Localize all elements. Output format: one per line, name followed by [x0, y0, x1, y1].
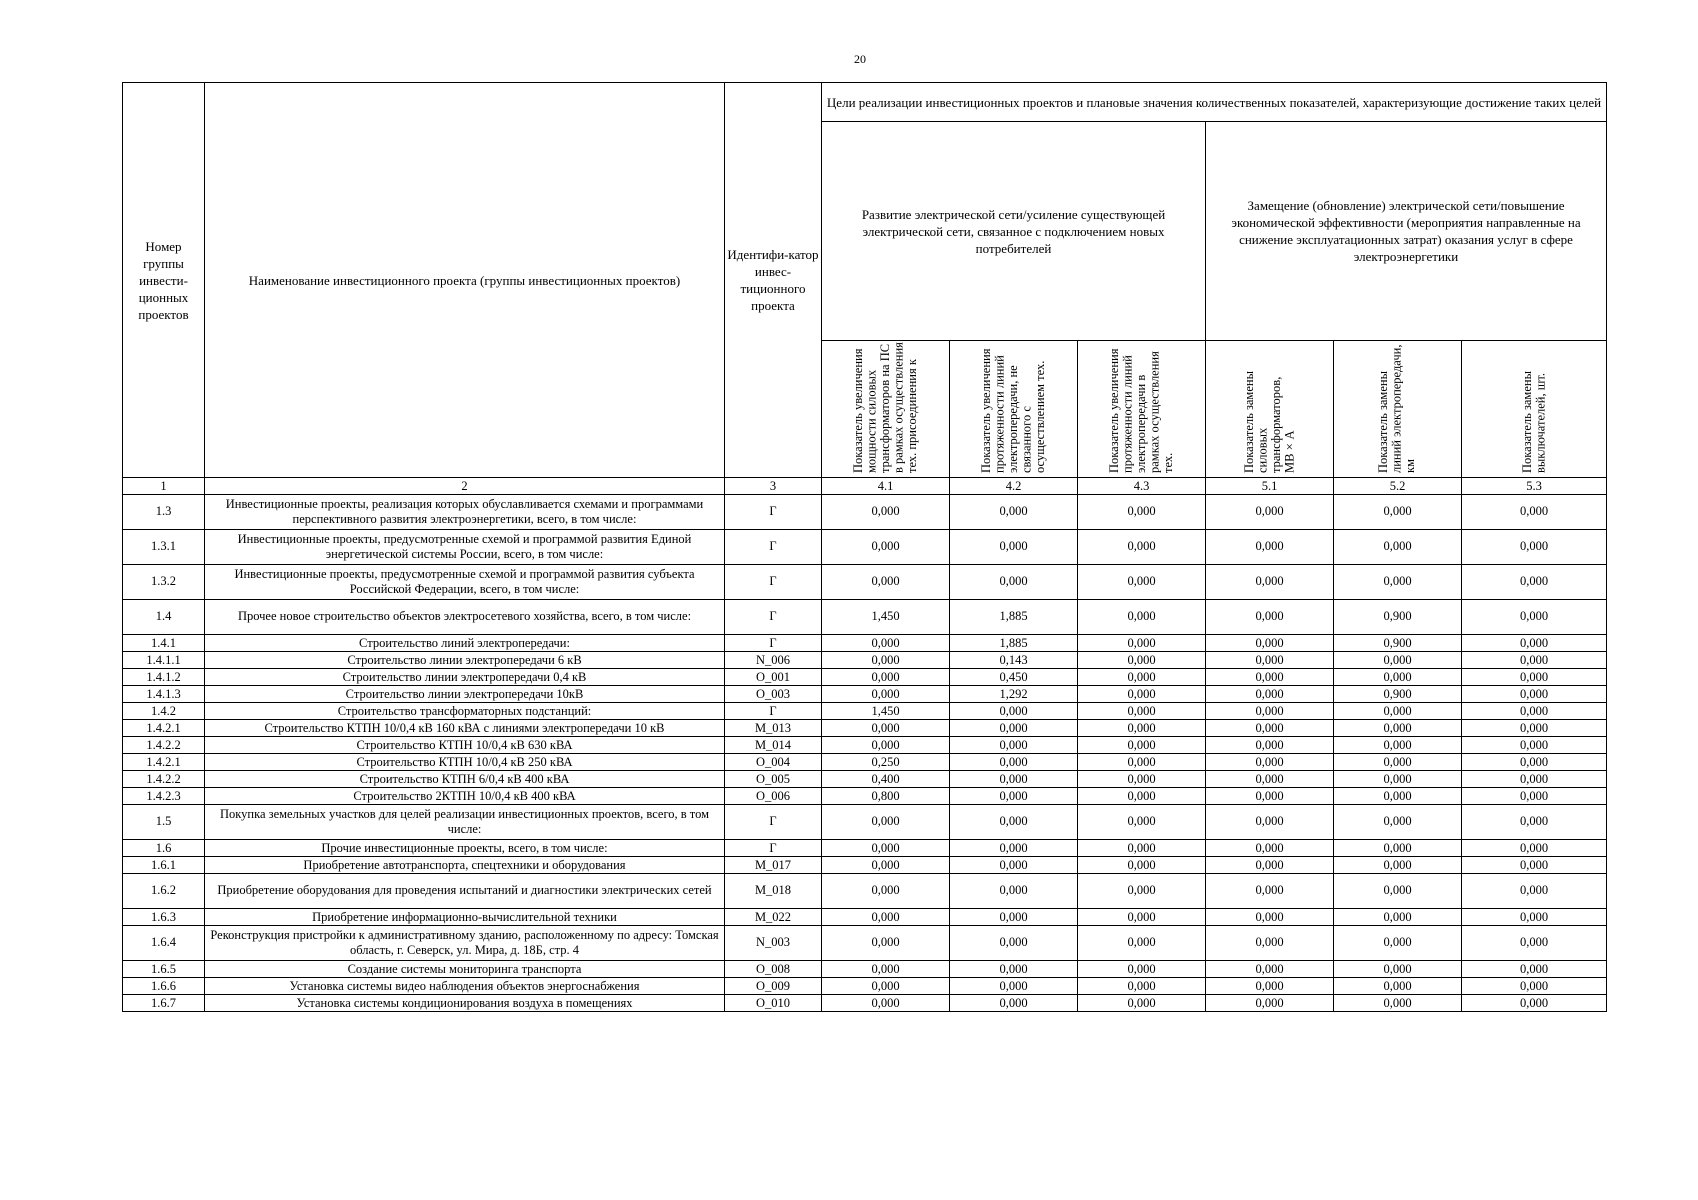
row-indicator-value: 0,000 [1206, 737, 1334, 754]
row-group-number: 1.4.2.2 [123, 771, 205, 788]
row-project-id: Г [725, 805, 822, 840]
row-indicator-value: 1,450 [822, 600, 950, 635]
row-indicator-value: 0,000 [1206, 978, 1334, 995]
row-indicator-value: 0,000 [1078, 495, 1206, 530]
row-indicator-value: 0,000 [950, 703, 1078, 720]
row-indicator-value: 0,000 [1078, 961, 1206, 978]
row-project-name: Строительство трансформаторных подстанций: [205, 703, 725, 720]
row-indicator-value: 0,143 [950, 652, 1078, 669]
row-group-number: 1.4.1.2 [123, 669, 205, 686]
row-group-number: 1.6 [123, 840, 205, 857]
row-project-name: Строительство линии электропередачи 0,4 кВ [205, 669, 725, 686]
table-row [123, 600, 1607, 635]
table-row [123, 874, 1607, 909]
row-project-id: O_010 [725, 995, 822, 1012]
row-indicator-value: 0,000 [1462, 652, 1607, 669]
row-indicator-value: 0,000 [1462, 600, 1607, 635]
table-row [123, 961, 1607, 978]
row-project-id: M_013 [725, 720, 822, 737]
table-row [123, 737, 1607, 754]
row-indicator-value: 0,000 [950, 926, 1078, 961]
row-indicator-value: 0,000 [950, 909, 1078, 926]
row-indicator-value: 0,000 [950, 805, 1078, 840]
row-indicator-value: 0,000 [1462, 771, 1607, 788]
row-indicator-value: 1,292 [950, 686, 1078, 703]
row-indicator-value: 0,000 [1334, 874, 1462, 909]
row-group-number: 1.4.2.1 [123, 754, 205, 771]
row-project-id: N_003 [725, 926, 822, 961]
row-project-name: Строительство КТПН 10/0,4 кВ 250 кВА [205, 754, 725, 771]
header-group-number: Номер группы инвести-ционных проектов [123, 83, 205, 478]
row-indicator-value: 0,000 [1334, 565, 1462, 600]
row-indicator-value: 0,000 [1078, 926, 1206, 961]
row-indicator-value: 0,000 [1334, 805, 1462, 840]
row-group-number: 1.4.2.1 [123, 720, 205, 737]
header-project-id: Идентифи-катор инвес-тиционного проекта [725, 83, 822, 478]
row-indicator-value: 0,900 [1334, 600, 1462, 635]
row-indicator-value: 0,000 [1078, 737, 1206, 754]
row-indicator-value: 0,000 [950, 874, 1078, 909]
row-indicator-value: 0,000 [1334, 754, 1462, 771]
row-project-id: M_014 [725, 737, 822, 754]
row-indicator-value: 0,000 [1334, 669, 1462, 686]
row-project-id: M_018 [725, 874, 822, 909]
row-indicator-value: 0,000 [1462, 565, 1607, 600]
row-indicator-value: 0,000 [1462, 669, 1607, 686]
row-indicator-value: 0,000 [1462, 857, 1607, 874]
row-indicator-value: 0,000 [1078, 788, 1206, 805]
table-row [123, 669, 1607, 686]
row-indicator-value: 0,000 [822, 961, 950, 978]
header-col-4-2-text: Показатель увеличения протяженности линий электропередачи, не связанного с осуществлением тех. [978, 348, 1047, 473]
table-row [123, 565, 1607, 600]
header-group-replacement: Замещение (обновление) электрической сети/повышение экономической эффективности (мероприятия направленные на снижение эксплуатационных затрат) оказания услуг в сфере электроэнергетики [1206, 122, 1607, 341]
row-indicator-value: 0,000 [1206, 495, 1334, 530]
row-indicator-value: 0,000 [950, 961, 1078, 978]
row-project-name: Покупка земельных участков для целей реализации инвестиционных проектов, всего, в том числе: [205, 805, 725, 840]
row-project-id: O_006 [725, 788, 822, 805]
row-indicator-value: 0,000 [1206, 857, 1334, 874]
row-project-name: Инвестиционные проекты, реализация которых обуславливается схемами и программами перспективного развития электроэнергетики, всего, в том числе: [205, 495, 725, 530]
row-indicator-value: 0,000 [950, 995, 1078, 1012]
row-indicator-value: 0,000 [1462, 805, 1607, 840]
row-project-name: Реконструкция пристройки к административному зданию, расположенному по адресу: Томская область, г. Северск, ул. Мира, д. 18Б, стр. 4 [205, 926, 725, 961]
row-group-number: 1.4.2.3 [123, 788, 205, 805]
column-number-row [123, 478, 1607, 495]
row-project-name: Строительство линии электроперeдачи 10кВ [205, 686, 725, 703]
row-group-number: 1.6.7 [123, 995, 205, 1012]
row-group-number: 1.6.1 [123, 857, 205, 874]
table-row [123, 652, 1607, 669]
row-indicator-value: 0,000 [1334, 530, 1462, 565]
row-indicator-value: 0,000 [1078, 978, 1206, 995]
row-indicator-value: 0,000 [1334, 909, 1462, 926]
row-indicator-value: 0,000 [950, 530, 1078, 565]
column-number: 5.2 [1334, 478, 1462, 495]
table-row [123, 788, 1607, 805]
row-group-number: 1.4.2 [123, 703, 205, 720]
row-indicator-value: 0,000 [822, 909, 950, 926]
row-project-name: Строительство КТПН 10/0,4 кВ 630 кВА [205, 737, 725, 754]
table-row [123, 703, 1607, 720]
header-group-development: Развитие электрической сети/усиление существующей электрической сети, связанное с подключением новых потребителей [822, 122, 1206, 341]
row-indicator-value: 0,000 [1078, 600, 1206, 635]
row-indicator-value: 0,000 [1206, 669, 1334, 686]
row-project-name: Установка системы кондиционирования воздуха в помещениях [205, 995, 725, 1012]
row-indicator-value: 0,000 [1078, 635, 1206, 652]
header-col-5-2-text: Показатель замены линий электропередачи, км [1376, 344, 1418, 473]
row-indicator-value: 0,000 [1206, 874, 1334, 909]
row-indicator-value: 0,000 [950, 771, 1078, 788]
row-indicator-value: 0,000 [1334, 788, 1462, 805]
row-indicator-value: 0,400 [822, 771, 950, 788]
header-col-5-3 [1462, 341, 1607, 478]
row-indicator-value: 0,000 [822, 805, 950, 840]
row-indicator-value: 0,000 [1078, 669, 1206, 686]
row-group-number: 1.3 [123, 495, 205, 530]
row-indicator-value: 0,000 [1206, 961, 1334, 978]
row-project-name: Инвестиционные проекты, предусмотренные схемой и программой развития Единой энергетической системы России, всего, в том числе: [205, 530, 725, 565]
row-indicator-value: 0,000 [822, 926, 950, 961]
column-number: 5.1 [1206, 478, 1334, 495]
header-col-4-3 [1078, 341, 1206, 478]
row-project-id: O_005 [725, 771, 822, 788]
row-indicator-value: 0,900 [1334, 635, 1462, 652]
row-indicator-value: 0,000 [1334, 857, 1462, 874]
column-number: 4.1 [822, 478, 950, 495]
row-indicator-value: 0,000 [1462, 926, 1607, 961]
row-project-id: Г [725, 635, 822, 652]
row-indicator-value: 0,000 [1078, 857, 1206, 874]
row-indicator-value: 0,250 [822, 754, 950, 771]
row-indicator-value: 0,000 [1334, 771, 1462, 788]
header-col-5-3-text: Показатель замены выключателей, шт. [1519, 371, 1547, 473]
header-col-5-1-text: Показатель замены силовых трансформаторов, МВ×А [1241, 371, 1296, 473]
column-number: 5.3 [1462, 478, 1607, 495]
row-indicator-value: 0,000 [1334, 720, 1462, 737]
row-indicator-value: 0,000 [1206, 686, 1334, 703]
row-indicator-value: 0,000 [822, 652, 950, 669]
row-indicator-value: 0,000 [1462, 961, 1607, 978]
row-indicator-value: 0,900 [1334, 686, 1462, 703]
header-goals: Цели реализации инвестиционных проектов и плановые значения количественных показателей, характеризующие достижение таких целей [822, 83, 1607, 122]
row-indicator-value: 0,000 [1206, 788, 1334, 805]
page-number: 20 [854, 52, 866, 66]
column-number: 3 [725, 478, 822, 495]
row-indicator-value: 0,450 [950, 669, 1078, 686]
row-indicator-value: 0,000 [822, 737, 950, 754]
row-project-id: O_009 [725, 978, 822, 995]
row-project-name: Прочее новое строительство объектов электросетевого хозяйства, всего, в том числе: [205, 600, 725, 635]
row-indicator-value: 0,000 [1206, 652, 1334, 669]
row-project-id: Г [725, 840, 822, 857]
table-row [123, 805, 1607, 840]
row-project-id: O_008 [725, 961, 822, 978]
row-indicator-value: 0,000 [822, 840, 950, 857]
row-group-number: 1.6.6 [123, 978, 205, 995]
row-indicator-value: 0,000 [1078, 874, 1206, 909]
row-project-id: O_003 [725, 686, 822, 703]
row-indicator-value: 0,000 [822, 995, 950, 1012]
row-project-name: Строительство КТПН 6/0,4 кВ 400 кВА [205, 771, 725, 788]
table-row [123, 995, 1607, 1012]
row-indicator-value: 0,000 [1462, 840, 1607, 857]
table-row [123, 495, 1607, 530]
row-indicator-value: 0,000 [950, 978, 1078, 995]
row-project-id: M_022 [725, 909, 822, 926]
table-body [123, 495, 1607, 1012]
row-indicator-value: 0,000 [1206, 720, 1334, 737]
row-indicator-value: 0,000 [1078, 530, 1206, 565]
row-indicator-value: 0,000 [1206, 703, 1334, 720]
row-project-id: Г [725, 565, 822, 600]
row-project-name: Строительство КТПН 10/0,4 кВ 160 кВА с линиями электропередачи 10 кВ [205, 720, 725, 737]
row-indicator-value: 0,000 [1462, 737, 1607, 754]
row-project-name: Инвестиционные проекты, предусмотренные схемой и программой развития субъекта Российской Федерации, всего, в том числе: [205, 565, 725, 600]
row-indicator-value: 0,000 [1462, 703, 1607, 720]
row-indicator-value: 0,000 [822, 978, 950, 995]
row-indicator-value: 0,000 [1206, 754, 1334, 771]
row-group-number: 1.3.2 [123, 565, 205, 600]
row-indicator-value: 0,000 [1462, 788, 1607, 805]
row-project-id: Г [725, 600, 822, 635]
header-project-name: Наименование инвестиционного проекта (группы инвестиционных проектов) [205, 83, 725, 478]
header-col-4-2 [950, 341, 1078, 478]
row-project-id: M_017 [725, 857, 822, 874]
header-col-4-1 [822, 341, 950, 478]
row-indicator-value: 0,000 [1078, 805, 1206, 840]
row-indicator-value: 1,885 [950, 600, 1078, 635]
row-indicator-value: 0,000 [1462, 686, 1607, 703]
row-indicator-value: 1,885 [950, 635, 1078, 652]
row-indicator-value: 0,000 [1334, 978, 1462, 995]
row-project-name: Установка системы видео наблюдения объектов энергоснабжения [205, 978, 725, 995]
table-row [123, 686, 1607, 703]
table-row [123, 720, 1607, 737]
row-indicator-value: 0,000 [1206, 805, 1334, 840]
row-indicator-value: 0,000 [822, 669, 950, 686]
header-col-5-2 [1334, 341, 1462, 478]
row-indicator-value: 0,000 [1078, 703, 1206, 720]
row-indicator-value: 0,000 [1078, 995, 1206, 1012]
header-col-5-1 [1206, 341, 1334, 478]
row-group-number: 1.4.1 [123, 635, 205, 652]
row-indicator-value: 0,000 [822, 686, 950, 703]
row-indicator-value: 0,000 [1462, 978, 1607, 995]
row-project-id: Г [725, 495, 822, 530]
row-indicator-value: 0,000 [1206, 600, 1334, 635]
row-project-name: Строительство линии электропередачи 6 кВ [205, 652, 725, 669]
row-indicator-value: 0,000 [1078, 652, 1206, 669]
row-indicator-value: 0,000 [1334, 737, 1462, 754]
row-indicator-value: 0,000 [1462, 635, 1607, 652]
row-indicator-value: 0,000 [1078, 840, 1206, 857]
table-row [123, 771, 1607, 788]
row-indicator-value: 0,000 [1206, 530, 1334, 565]
column-number: 4.2 [950, 478, 1078, 495]
row-indicator-value: 0,000 [1078, 771, 1206, 788]
row-group-number: 1.4.1.3 [123, 686, 205, 703]
row-project-id: Г [725, 530, 822, 565]
table-row [123, 978, 1607, 995]
row-group-number: 1.3.1 [123, 530, 205, 565]
row-indicator-value: 0,000 [1206, 909, 1334, 926]
row-indicator-value: 0,000 [1334, 495, 1462, 530]
row-indicator-value: 0,000 [1334, 926, 1462, 961]
row-indicator-value: 0,000 [1206, 635, 1334, 652]
row-indicator-value: 0,000 [1462, 909, 1607, 926]
row-indicator-value: 0,000 [950, 788, 1078, 805]
row-project-name: Приобретение автотранспорта, спецтехники и оборудования [205, 857, 725, 874]
row-indicator-value: 0,000 [1334, 652, 1462, 669]
column-number: 1 [123, 478, 205, 495]
table-row [123, 530, 1607, 565]
row-indicator-value: 0,000 [1206, 771, 1334, 788]
row-indicator-value: 0,000 [1462, 995, 1607, 1012]
row-indicator-value: 0,000 [822, 495, 950, 530]
row-indicator-value: 0,000 [822, 857, 950, 874]
header-col-4-1-text: Показатель увеличения мощности силовых трансформаторов на ПС в рамках осуществления тех. присоединения к [850, 342, 919, 473]
row-indicator-value: 0,000 [1334, 995, 1462, 1012]
column-number: 2 [205, 478, 725, 495]
row-indicator-value: 0,000 [822, 720, 950, 737]
row-indicator-value: 0,000 [1462, 874, 1607, 909]
row-indicator-value: 0,000 [1206, 565, 1334, 600]
row-indicator-value: 0,000 [1334, 961, 1462, 978]
row-indicator-value: 0,000 [822, 635, 950, 652]
row-indicator-value: 0,000 [950, 495, 1078, 530]
row-project-name: Создание системы мониторинга транспорта [205, 961, 725, 978]
row-project-id: N_006 [725, 652, 822, 669]
row-indicator-value: 0,000 [1206, 995, 1334, 1012]
row-indicator-value: 0,000 [822, 874, 950, 909]
row-indicator-value: 0,000 [1206, 840, 1334, 857]
row-project-name: Строительство 2КТПН 10/0,4 кВ 400 кВА [205, 788, 725, 805]
row-project-name: Прочие инвестиционные проекты, всего, в том числе: [205, 840, 725, 857]
row-indicator-value: 0,000 [822, 565, 950, 600]
row-indicator-value: 0,000 [822, 530, 950, 565]
row-project-name: Приобретение информационно-вычислительной техники [205, 909, 725, 926]
row-project-id: O_004 [725, 754, 822, 771]
header-col-4-3-text: Показатель увеличения протяженности линий электропередачи в рамках осуществления тех. [1106, 348, 1175, 473]
row-project-name: Строительство линий электропередачи: [205, 635, 725, 652]
row-indicator-value: 0,800 [822, 788, 950, 805]
row-group-number: 1.4.1.1 [123, 652, 205, 669]
row-indicator-value: 0,000 [1078, 720, 1206, 737]
row-group-number: 1.6.5 [123, 961, 205, 978]
row-group-number: 1.4 [123, 600, 205, 635]
row-indicator-value: 0,000 [950, 720, 1078, 737]
column-number: 4.3 [1078, 478, 1206, 495]
row-group-number: 1.6.3 [123, 909, 205, 926]
row-group-number: 1.6.4 [123, 926, 205, 961]
table-row [123, 857, 1607, 874]
row-indicator-value: 0,000 [1462, 495, 1607, 530]
row-group-number: 1.5 [123, 805, 205, 840]
row-group-number: 1.4.2.2 [123, 737, 205, 754]
row-indicator-value: 0,000 [1334, 840, 1462, 857]
row-indicator-value: 0,000 [1462, 530, 1607, 565]
row-indicator-value: 0,000 [1334, 703, 1462, 720]
row-indicator-value: 0,000 [950, 840, 1078, 857]
row-indicator-value: 0,000 [1078, 754, 1206, 771]
row-indicator-value: 0,000 [1462, 720, 1607, 737]
row-indicator-value: 0,000 [950, 737, 1078, 754]
table-header [123, 83, 1607, 495]
row-indicator-value: 0,000 [1462, 754, 1607, 771]
row-indicator-value: 0,000 [1078, 909, 1206, 926]
table-row [123, 909, 1607, 926]
investment-goals-table [122, 82, 1607, 1012]
row-project-id: Г [725, 703, 822, 720]
table-row [123, 754, 1607, 771]
row-project-name: Приобретение оборудования для проведения испытаний и диагностики электрических сетей [205, 874, 725, 909]
row-group-number: 1.6.2 [123, 874, 205, 909]
row-project-id: O_001 [725, 669, 822, 686]
row-indicator-value: 1,450 [822, 703, 950, 720]
table-row [123, 926, 1607, 961]
row-indicator-value: 0,000 [1078, 686, 1206, 703]
row-indicator-value: 0,000 [1206, 926, 1334, 961]
row-indicator-value: 0,000 [1078, 565, 1206, 600]
table-row [123, 840, 1607, 857]
row-indicator-value: 0,000 [950, 565, 1078, 600]
row-indicator-value: 0,000 [950, 857, 1078, 874]
row-indicator-value: 0,000 [950, 754, 1078, 771]
table-row [123, 635, 1607, 652]
